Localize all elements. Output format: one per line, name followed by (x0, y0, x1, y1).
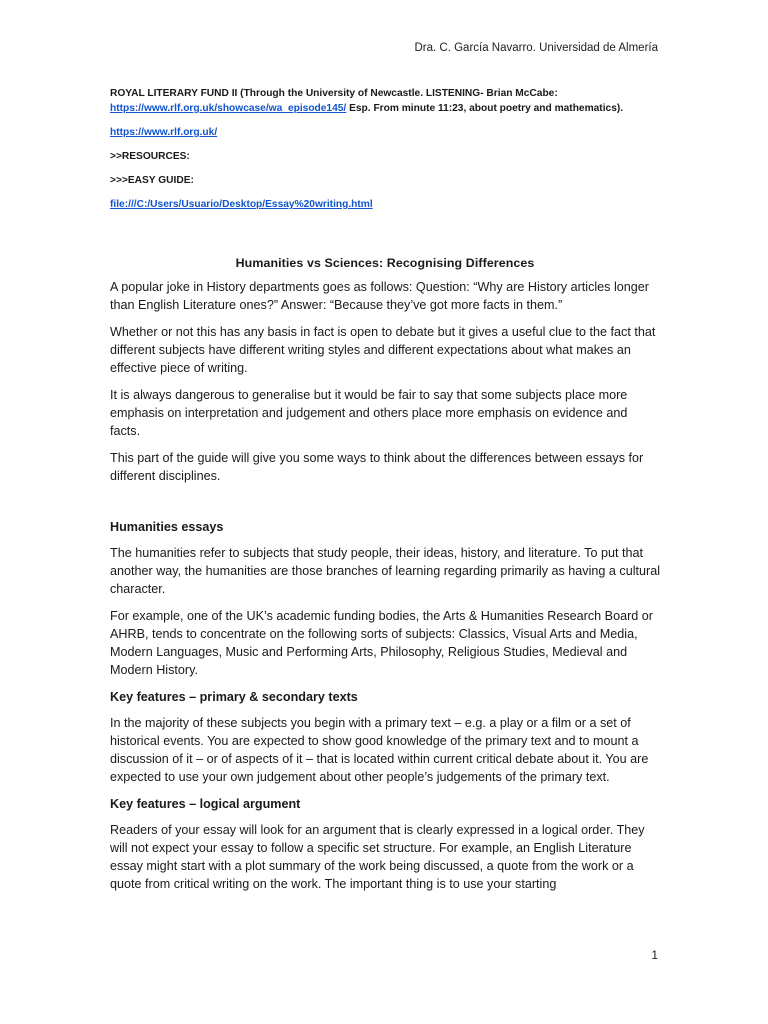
paragraph: Whether or not this has any basis in fact is open to debate but it gives a useful clue to the fact that different subjects have different writing styles and different expectations about what makes an effective piece of writing. (110, 325, 656, 375)
header-author: Dra. C. García Navarro. Universidad de Almería (414, 42, 658, 54)
paragraph: This part of the guide will give you some ways to think about the differences between essays for different disciplines. (110, 451, 644, 483)
page-number: 1 (651, 948, 658, 962)
document-body (110, 86, 660, 902)
paragraph: A popular joke in History departments goes as follows: Question: “Why are History articles longer than English Literature ones?” Answer: “Because they’ve got more facts in them.” (110, 280, 649, 312)
article-title: Humanities vs Sciences: Recognising Differences (235, 256, 535, 270)
rlf-home-link[interactable]: https://www.rlf.org.uk/ (110, 127, 218, 138)
paragraph: Readers of your essay will look for an argument that is clearly expressed in a logical order. They will not expect your essay to follow a specific set structure. For example, an English Literature essay might start with a plot summary of the work being discussed, a quote from the work or a quote from critical writing on the work. The important thing is to use your starting (110, 823, 645, 891)
easy-guide-label: >>>EASY GUIDE: (110, 175, 194, 186)
paragraph: The humanities refer to subjects that study people, their ideas, history, and literature. To put that another way, the humanities are those branches of learning regarding primarily as having a cultural character. (110, 546, 660, 596)
intro-heading-text: ROYAL LITERARY FUND II (Through the University of Newcastle. LISTENING- Brian McCabe: (110, 88, 558, 99)
resources-label: >>RESOURCES: (110, 151, 190, 162)
intro-tail-text: Esp. From minute 11:23, about poetry and mathematics). (346, 103, 624, 114)
rlf-episode-link[interactable]: https://www.rlf.org.uk/showcase/wa_episode145/ (110, 103, 347, 114)
intro-line-1 (110, 86, 660, 116)
essay-file-link[interactable]: file:///C:/Users/Usuario/Desktop/Essay%20writing.html (110, 199, 373, 210)
paragraph: For example, one of the UK’s academic funding bodies, the Arts & Humanities Research Board or AHRB, tends to concentrate on the following sorts of subjects: Classics, Visual Arts and Media, Modern Languages, Music and Performing Arts, Philosophy, Religious Studies, Medieval and Modern History. (110, 609, 653, 677)
paragraph: It is always dangerous to generalise but it would be fair to say that some subjects place more emphasis on interpretation and judgement and others place more emphasis on evidence and facts. (110, 388, 628, 438)
paragraph: In the majority of these subjects you begin with a primary text – e.g. a play or a film or a set of historical events. You are expected to show good knowledge of the primary text and to mount a discussion of it – or of aspects of it – that is located within current critical debate about it. You are expected to use your own judgement about other people’s judgements of the primary text. (110, 716, 649, 784)
humanities-heading: Humanities essays (110, 520, 224, 534)
key-features-primary-heading: Key features – primary & secondary texts (110, 690, 358, 704)
key-features-logical-heading: Key features – logical argument (110, 797, 301, 811)
